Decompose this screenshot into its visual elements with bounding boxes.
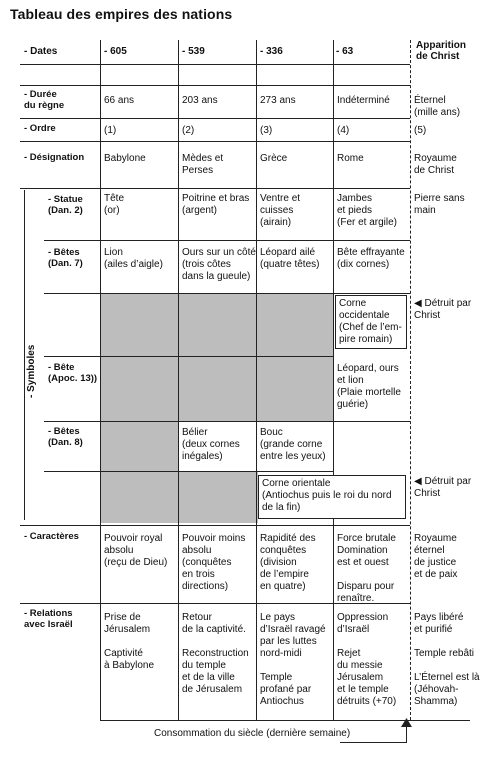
shaded-area-col1 bbox=[101, 421, 179, 471]
header-63: - 63 bbox=[336, 46, 354, 57]
caracteres-rome: Force brutale Domination est et ouest Disparu pour renaître. bbox=[337, 533, 396, 604]
header-605: - 605 bbox=[104, 46, 127, 57]
detruit-par-christ-1: ◀ Détruit par Christ bbox=[414, 298, 472, 321]
footer-arrow-line bbox=[340, 742, 406, 743]
betes7-bete-effrayante: Bête effrayante (dix cornes) bbox=[337, 247, 405, 270]
shaded-area-col2 bbox=[179, 471, 258, 523]
label-bete-apoc: - Bête (Apoc. 13)) bbox=[48, 362, 98, 384]
label-relations: - Relations avec Israël bbox=[24, 608, 73, 630]
caracteres-christ: Royaume éternel de justice et de paix bbox=[414, 533, 458, 580]
header-apparition-christ: Apparition de Christ bbox=[416, 40, 466, 62]
shaded-area-col1b bbox=[101, 471, 179, 523]
betes7-leopard: Léopard ailé (quatre têtes) bbox=[260, 247, 320, 270]
statue-tete: Tête (or) bbox=[104, 193, 125, 216]
footer-consommation: Consommation du siècle (dernière semaine) bbox=[154, 728, 351, 739]
statue-poitrine: Poitrine et bras (argent) bbox=[182, 193, 250, 216]
relations-medes-perses: Retour de la captivité. Reconstruction du temple et de la ville de Jérusalem bbox=[182, 612, 249, 695]
duree-babylone: 66 ans bbox=[104, 95, 135, 106]
ordre-5: (5) bbox=[414, 125, 427, 136]
caracteres-grece: Rapidité des conquêtes (division de l’empire en quatre) bbox=[260, 533, 316, 592]
label-designation: - Désignation bbox=[24, 152, 85, 163]
row-line-5 bbox=[20, 188, 410, 189]
betes7-lion: Lion (ailes d’aigle) bbox=[104, 247, 163, 270]
relations-grece: Le pays d’Israël ravagé par les luttes nord-midi Temple profané par Antiochus bbox=[260, 612, 326, 707]
row-line-11 bbox=[20, 525, 410, 526]
row-line-6 bbox=[44, 240, 410, 241]
symboles-label: - Symboles bbox=[26, 344, 37, 398]
relations-christ: Pays libéré et purifié Temple rebâti L’Éternel est là (Jéhovah- Shamma) bbox=[414, 612, 480, 707]
corne-occidentale-box: Corne occidentale (Chef de l’em- pire romain) bbox=[335, 295, 407, 349]
statue-jambes: Jambes et pieds (Fer et argile) bbox=[337, 193, 398, 228]
header-dates: - Dates bbox=[24, 46, 58, 57]
page-title: Tableau des empires des nations bbox=[10, 6, 233, 22]
designation-rome: Rome bbox=[337, 153, 364, 164]
duree-rome: Indéterminé bbox=[337, 95, 390, 106]
designation-christ: Royaume de Christ bbox=[414, 153, 457, 176]
label-betes-dan8: - Bêtes (Dan. 8) bbox=[48, 426, 83, 448]
caracteres-medes-perses: Pouvoir moins absolu (conquêtes en trois directions) bbox=[182, 533, 246, 592]
designation-grece: Grèce bbox=[260, 153, 288, 164]
statue-pierre: Pierre sans main bbox=[414, 193, 465, 216]
row-line-4 bbox=[20, 141, 410, 142]
ordre-1: (1) bbox=[104, 125, 117, 136]
betes7-ours: Ours sur un côté (trois côtes dans la gueule) bbox=[182, 247, 256, 282]
shaded-area-top bbox=[101, 293, 334, 421]
row-line-2 bbox=[20, 85, 410, 86]
row-line-8 bbox=[44, 356, 334, 357]
row-line-10 bbox=[44, 471, 334, 472]
row-line-7 bbox=[44, 293, 410, 294]
bete-apoc-leopard: Léopard, ours et lion (Plaie mortelle guérie) bbox=[337, 363, 401, 410]
symboles-bracket bbox=[24, 190, 25, 520]
col-divider-3 bbox=[256, 40, 257, 720]
betes8-belier: Bélier (deux cornes inégales) bbox=[182, 427, 240, 462]
designation-medes-perses: Mèdes et Perses bbox=[182, 153, 224, 176]
duree-medes-perses: 203 ans bbox=[182, 95, 218, 106]
duree-christ: Éternel (mille ans) bbox=[414, 95, 461, 118]
ordre-2: (2) bbox=[182, 125, 195, 136]
bottom-line bbox=[100, 720, 470, 721]
duree-grece: 273 ans bbox=[260, 95, 296, 106]
caracteres-babylone: Pouvoir royal absolu (reçu de Dieu) bbox=[104, 533, 168, 568]
label-caracteres: - Caractères bbox=[24, 531, 79, 542]
label-statue: - Statue (Dan. 2) bbox=[48, 194, 83, 216]
row-line-1 bbox=[20, 64, 410, 65]
ordre-4: (4) bbox=[337, 125, 350, 136]
row-line-9 bbox=[44, 421, 410, 422]
label-betes-dan7: - Bêtes (Dan. 7) bbox=[48, 247, 83, 269]
designation-babylone: Babylone bbox=[104, 153, 146, 164]
relations-babylone: Prise de Jérusalem Captivité à Babylone bbox=[104, 612, 155, 671]
col-divider-dashed bbox=[410, 40, 411, 720]
statue-ventre: Ventre et cuisses (airain) bbox=[260, 193, 301, 228]
row-line-3 bbox=[20, 118, 410, 119]
corne-orientale-box: Corne orientale (Antiochus puis le roi du nord de la fin) bbox=[258, 475, 406, 519]
betes8-bouc: Bouc (grande corne entre les yeux) bbox=[260, 427, 326, 462]
detruit-par-christ-2: ◀ Détruit par Christ bbox=[414, 476, 472, 499]
label-ordre: - Ordre bbox=[24, 123, 56, 134]
relations-rome: Oppression d’Israël Rejet du messie Jérusalem et le temple détruits (+70) bbox=[337, 612, 397, 707]
col-divider-2 bbox=[178, 40, 179, 720]
header-336: - 336 bbox=[260, 46, 283, 57]
col-divider-4 bbox=[333, 40, 334, 720]
label-duree: - Durée du règne bbox=[24, 89, 65, 111]
up-arrow-icon bbox=[401, 718, 412, 727]
header-539: - 539 bbox=[182, 46, 205, 57]
col-divider-1 bbox=[100, 40, 101, 720]
ordre-3: (3) bbox=[260, 125, 273, 136]
